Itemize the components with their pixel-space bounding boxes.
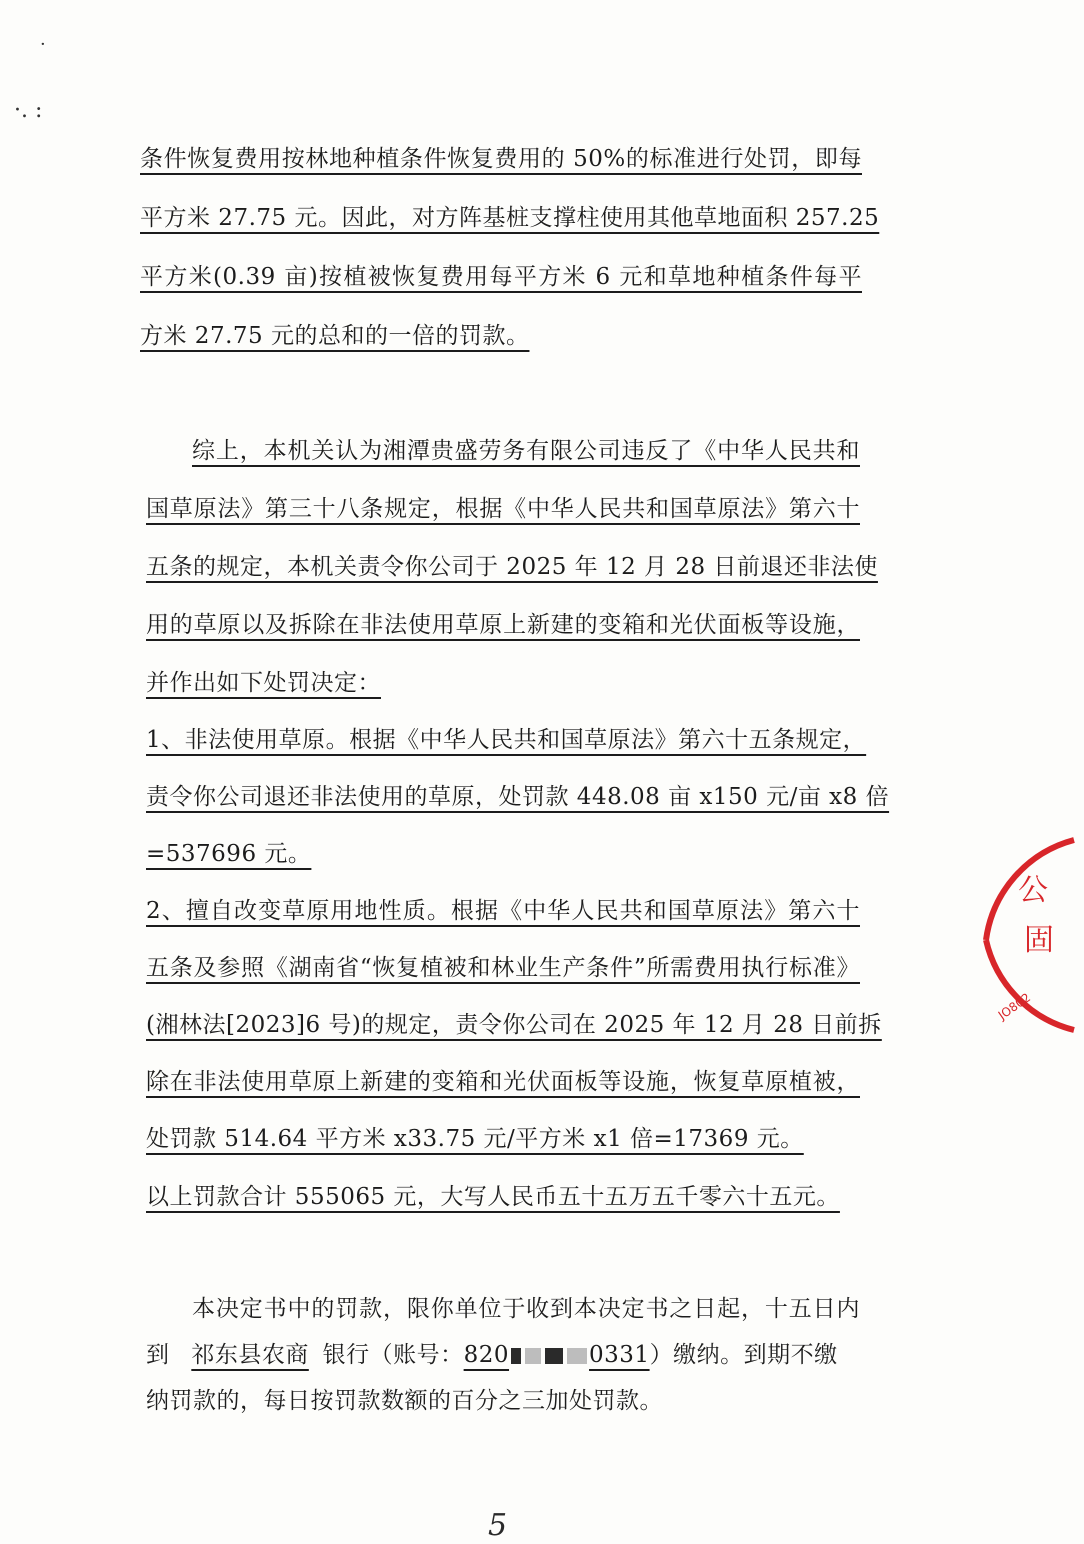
penalty-total-line: 以上罚款合计 555065 元，大写人民币五十五万五千零六十五元。 (146, 1184, 840, 1210)
redaction-mark (511, 1348, 521, 1364)
redaction-mark (545, 1348, 563, 1364)
text-line-2: 平方米 27.75 元。因此，对方阵基桩支撑柱使用其他草地面积 257.25 (140, 205, 880, 231)
official-seal-fragment (974, 830, 1084, 1030)
account-number: 820 0331 (463, 1342, 650, 1368)
corner-dot: · (40, 34, 46, 55)
penalty-item-2-line-3: (湘林法[2023]6 号)的规定，责令你公司在 2025 年 12 月 28 日前拆 (146, 1012, 882, 1038)
penalty-item-2-line-4: 除在非法使用草原上新建的变箱和光伏面板等设施，恢复草原植被， (146, 1069, 860, 1095)
penalty-item-1-line-3: =537696 元。 (146, 841, 312, 867)
text-line-8: 用的草原以及拆除在非法使用草原上新建的变箱和光伏面板等设施， (146, 612, 860, 638)
text-line-7: 五条的规定，本机关责令你公司于 2025 年 12 月 28 日前退还非法使 (146, 554, 878, 580)
payment-line-2 (146, 1340, 860, 1370)
payment-line-3: 纳罚款的，每日按罚款数额的百分之三加处罚款。 (146, 1388, 663, 1414)
penalty-item-1-line-1: 1、非法使用草原。根据《中华人民共和国草原法》第六十五条规定， (146, 727, 867, 753)
text-line-4: 方米 27.75 元的总和的一倍的罚款。 (140, 323, 530, 349)
text-line-3: 平方米(0.39 亩)按植被恢复费用每平方米 6 元和草地种植条件每平 (140, 264, 862, 290)
penalty-item-2-line-2: 五条及参照《湖南省“恢复植被和林业生产条件”所需费用执行标准》 (146, 955, 860, 981)
account-prefix: 银行（账号： (322, 1342, 464, 1368)
payment-line-1: 本决定书中的罚款，限你单位于收到本决定书之日起，十五日内 (192, 1296, 860, 1322)
page-number: 5 (488, 1508, 508, 1543)
payment-to: 到 (146, 1342, 170, 1368)
payment-tail: ）缴纳。到期不缴 (649, 1342, 838, 1368)
seal-char-1: 公 (1018, 873, 1048, 908)
text-line-1: 条件恢复费用按林地种植条件恢复费用的 50%的标准进行处罚，即每 (140, 146, 862, 172)
penalty-item-1-line-2: 责令你公司退还非法使用的草原，处罚款 448.08 亩 x150 元/亩 x8 倍 (146, 784, 890, 810)
redaction-mark (567, 1348, 587, 1364)
redaction-mark (525, 1348, 541, 1364)
bank-name: 祁东县农商 (191, 1342, 309, 1368)
seal-char-2: 固 (1024, 923, 1054, 958)
corner-dots: ·. : (14, 98, 43, 123)
text-line-5: 综上，本机关认为湘潭贵盛劳务有限公司违反了《中华人民共和 (192, 438, 860, 464)
text-line-9: 并作出如下处罚决定： (146, 670, 381, 696)
penalty-item-2-line-1: 2、擅自改变草原用地性质。根据《中华人民共和国草原法》第六十 (146, 898, 860, 924)
penalty-item-2-line-5: 处罚款 514.64 平方米 x33.75 元/平方米 x1 倍=17369 元。 (146, 1126, 804, 1152)
text-line-6: 国草原法》第三十八条规定，根据《中华人民共和国草原法》第六十 (146, 496, 860, 522)
seal-code: JO802 (995, 990, 1034, 1023)
